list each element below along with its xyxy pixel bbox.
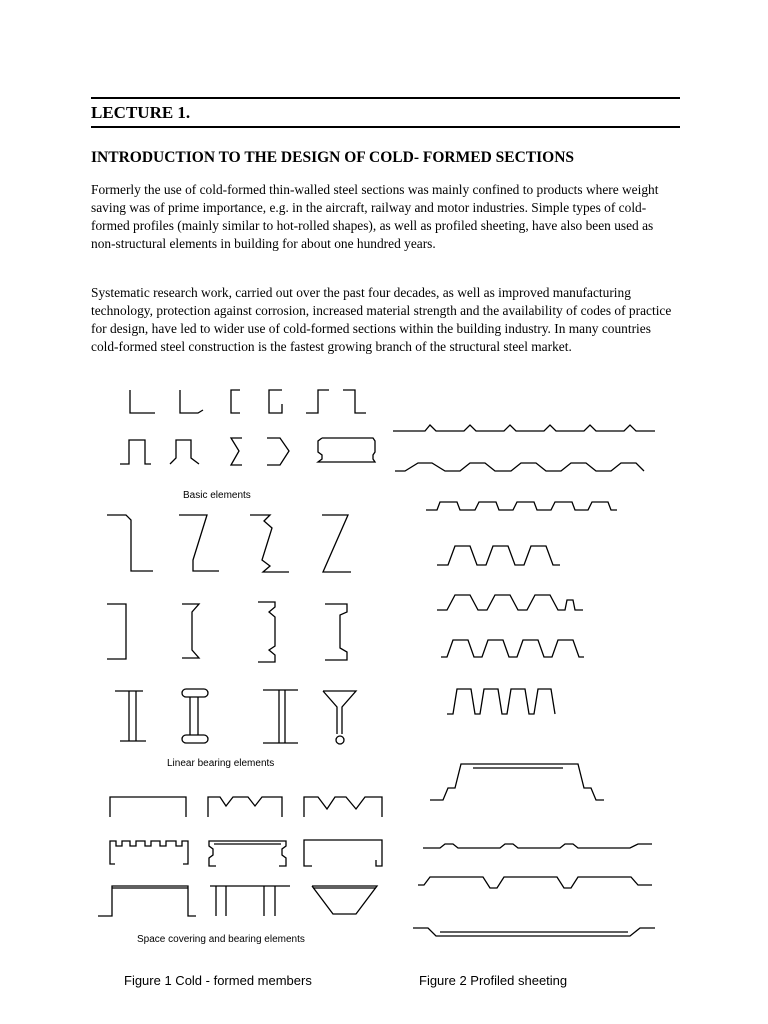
linear-bearing-drawings [107,515,356,744]
figure-2-caption: Figure 2 Profiled sheeting [419,973,568,988]
linear-bearing-label: Linear bearing elements [167,758,275,769]
profiled-sheeting-drawings [393,425,655,936]
figure-1-caption: Figure 1 Cold - formed members [124,973,312,988]
paragraph-1: Formerly the use of cold-formed thin-walled steel sections was mainly confined to products where weight saving was of prime importance, e.g. in the aircraft, railway and motor industries. Simple types of cold-formed profiles (mainly similar to hot-rolled shapes), as well as profiled sheeting, have also been used as non-structural elements in building for about one hundred years. [91,182,659,251]
basic-elements-label: Basic elements [183,490,251,501]
space-covering-drawings [98,797,382,916]
section-heading: INTRODUCTION TO THE DESIGN OF COLD- FORMED SECTIONS [91,149,575,166]
lecture-title: LECTURE 1. [91,103,191,122]
space-covering-label: Space covering and bearing elements [137,934,305,945]
basic-elements-drawings [120,390,375,465]
paragraph-2: Systematic research work, carried out over the past four decades, as well as improved manufacturing technology, protection against corrosion, increased material strength and the availability of codes of practice for design, have led to wider use of cold-formed sections within the building industry. In many countries cold-formed steel construction is the fastest growing branch of the structural steel market. [91,285,672,354]
